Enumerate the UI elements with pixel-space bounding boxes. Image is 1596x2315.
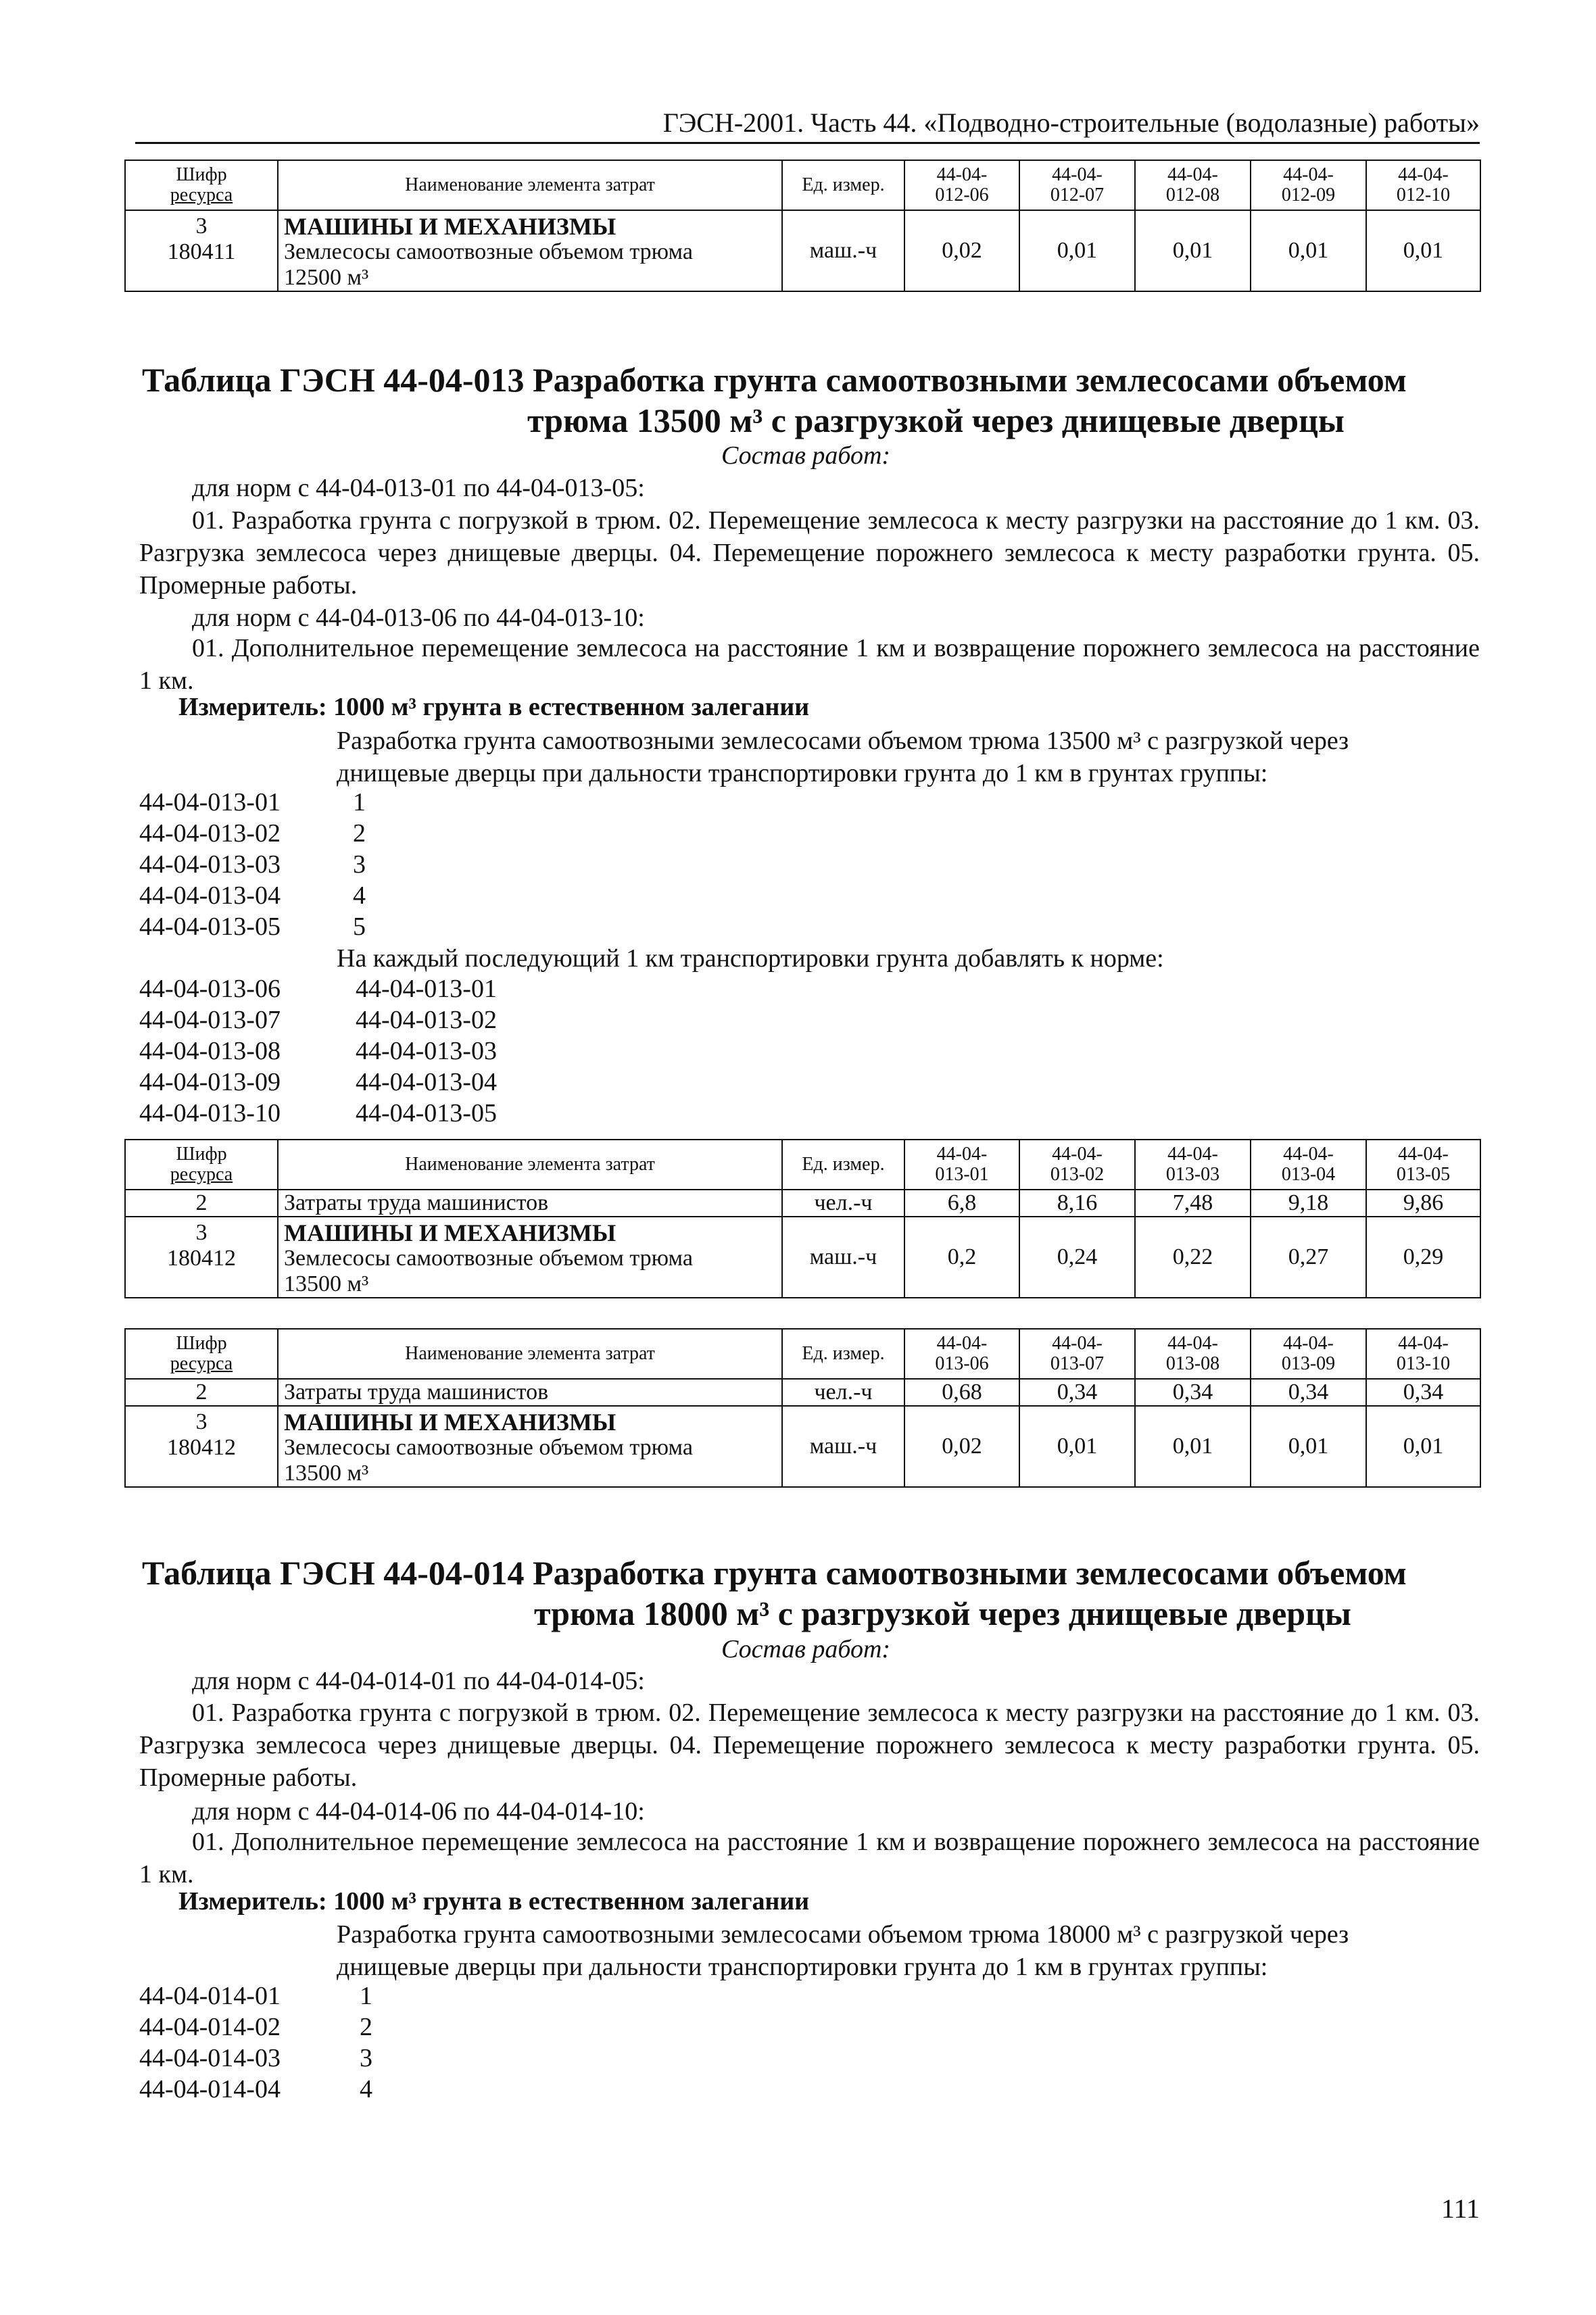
row-value: 0,27 [1251,1217,1366,1298]
norm-range-1: для норм с 44-04-014-01 по 44-04-014-05: [192,1667,645,1695]
header-col: 44-04- 013-01 [904,1140,1019,1190]
row-unit: чел.-ч [782,1190,904,1217]
row-code: 3 180412 [125,1406,278,1487]
row-name: Затраты труда машинистов [278,1190,782,1217]
work-text-2: 01. Дополнительное перемещение землесоса на расстояние 1 км и возвращение порожнего землесоса на расстояние 1 км. [139,1828,1480,1888]
row-value: 0,34 [1135,1379,1251,1406]
list-item: 44-04-014-01 1 [139,1982,372,2010]
list-item: 44-04-013-01 1 [139,788,366,817]
list-item: 44-04-013-05 5 [139,912,366,941]
row-code: 3 180412 [125,1217,278,1298]
work-composition-label: Состав работ: [721,1635,891,1663]
measure-unit: Измеритель: 1000 м³ грунта в естественном залегании [178,1887,810,1916]
add-note: На каждый последующий 1 км транспортировки грунта добавлять к норме: [337,944,1164,973]
row-code: 2 [125,1379,278,1406]
list-item: 44-04-014-02 2 [139,2013,372,2041]
row-unit: маш.-ч [782,1406,904,1487]
list-item: 44-04-014-04 4 [139,2075,372,2103]
list-item: 44-04-013-10 44-04-013-05 [139,1099,497,1127]
row-value: 6,8 [904,1190,1019,1217]
work-composition-label: Состав работ: [721,441,891,470]
table-header-row [125,160,1480,210]
table-row [125,1406,1480,1487]
norm-table-012-cont [124,160,1481,292]
list-item: 44-04-013-08 44-04-013-03 [139,1037,497,1065]
header-unit: Ед. измер. [782,1329,904,1379]
description: Разработка грунта самоотвозными землесосами объемом трюма 18000 м³ с разгрузкой через днищевые дверцы при дальности транспортировки грунта до 1 км в грунтах группы: [337,1920,1349,1981]
list-item: 44-04-013-03 3 [139,850,366,879]
header-col: 44-04- 012-07 [1019,160,1135,210]
header-col: 44-04- 013-08 [1135,1329,1251,1379]
row-value: 0,01 [1019,210,1135,291]
row-value: 0,34 [1019,1379,1135,1406]
row-unit: чел.-ч [782,1379,904,1406]
row-unit: маш.-ч [782,1217,904,1298]
row-value: 7,48 [1135,1190,1251,1217]
description: Разработка грунта самоотвозными землесосами объемом трюма 13500 м³ с разгрузкой через днищевые дверцы при дальности транспортировки грунта до 1 км в грунтах группы: [337,727,1349,787]
header-rule [135,142,1480,144]
header-col: 44-04- 013-03 [1135,1140,1251,1190]
header-unit: Ед. измер. [782,1140,904,1190]
row-unit: маш.-ч [782,210,904,291]
list-item: 44-04-013-04 4 [139,881,366,910]
row-name: МАШИНЫ И МЕХАНИЗМЫ Землесосы самоотвозные объемом трюма 13500 м³ [278,1217,782,1298]
table-header-row [125,1329,1480,1379]
row-name: МАШИНЫ И МЕХАНИЗМЫ Землесосы самоотвозные объемом трюма 12500 м³ [278,210,782,291]
header-col: 44-04- 013-02 [1019,1140,1135,1190]
list-item: 44-04-013-09 44-04-013-04 [139,1068,497,1096]
page-number: 111 [1441,2193,1480,2224]
measure-unit: Измеритель: 1000 м³ грунта в естественном залегании [178,693,810,721]
add-list-013 [139,973,497,1129]
header-col: 44-04- 012-10 [1366,160,1480,210]
table-row [125,1217,1480,1298]
row-value: 9,18 [1251,1190,1366,1217]
section-title-013: Таблица ГЭСН 44-04-013 Разработка грунта самоотвозными землесосами объемом трюма 13500 м³ с разгрузкой через днищевые дверцы [142,361,1407,439]
row-value: 0,01 [1366,210,1480,291]
row-value: 0,01 [1135,1406,1251,1487]
list-item: 44-04-013-02 2 [139,819,366,848]
row-value: 0,01 [1251,1406,1366,1487]
header-name: Наименование элемента затрат [278,160,782,210]
row-code: 2 [125,1190,278,1217]
row-value: 0,02 [904,210,1019,291]
norm-table-013-b [124,1328,1481,1488]
header-col: 44-04- 013-05 [1366,1140,1480,1190]
row-value: 0,01 [1019,1406,1135,1487]
norm-range-1: для норм с 44-04-013-01 по 44-04-013-05: [192,474,645,502]
header-col: 44-04- 013-09 [1251,1329,1366,1379]
section-title-014: Таблица ГЭСН 44-04-014 Разработка грунта самоотвозными землесосами объемом трюма 18000 м³ с разгрузкой через днищевые дверцы [142,1554,1407,1632]
row-value: 0,01 [1251,210,1366,291]
header-unit: Ед. измер. [782,160,904,210]
row-value: 8,16 [1019,1190,1135,1217]
row-value: 0,01 [1135,210,1251,291]
header-cipher: Шифр ресурса [125,1329,278,1379]
table-row [125,1379,1480,1406]
table-row [125,210,1480,291]
table-row [125,1190,1480,1217]
group-list-014 [139,1980,372,2105]
row-code: 3 180411 [125,210,278,291]
row-value: 0,34 [1251,1379,1366,1406]
header-col: 44-04- 012-06 [904,160,1019,210]
row-value: 0,2 [904,1217,1019,1298]
header-name: Наименование элемента затрат [278,1329,782,1379]
header-cipher: Шифр ресурса [125,1140,278,1190]
row-value: 0,24 [1019,1217,1135,1298]
header-cipher: Шифр ресурса [125,160,278,210]
header-col: 44-04- 012-08 [1135,160,1251,210]
list-item: 44-04-014-03 3 [139,2044,372,2072]
row-value: 0,29 [1366,1217,1480,1298]
norm-table-013-a [124,1139,1481,1298]
list-item: 44-04-013-07 44-04-013-02 [139,1006,497,1034]
row-name: Затраты труда машинистов [278,1379,782,1406]
norm-range-2: для норм с 44-04-014-06 по 44-04-014-10: [192,1797,645,1826]
work-text-1: 01. Разработка грунта с погрузкой в трюм. 02. Перемещение землесоса к месту разгрузки на расстояние до 1 км. 03. Разгрузка землесоса через днищевые дверцы. 04. Перемещение порожнего землесоса к месту разработки грунта. 05. Промерные работы. [139,1699,1480,1792]
list-item: 44-04-013-06 44-04-013-01 [139,975,497,1003]
running-header: ГЭСН-2001. Часть 44. «Подводно-строительные (водолазные) работы» [662,107,1480,138]
row-name: МАШИНЫ И МЕХАНИЗМЫ Землесосы самоотвозные объемом трюма 13500 м³ [278,1406,782,1487]
header-col: 44-04- 012-09 [1251,160,1366,210]
table-header-row [125,1140,1480,1190]
row-value: 0,68 [904,1379,1019,1406]
row-value: 0,02 [904,1406,1019,1487]
norm-range-2: для норм с 44-04-013-06 по 44-04-013-10: [192,604,645,632]
row-value: 0,22 [1135,1217,1251,1298]
header-col: 44-04- 013-06 [904,1329,1019,1379]
group-list-013 [139,787,366,942]
header-name: Наименование элемента затрат [278,1140,782,1190]
row-value: 0,34 [1366,1379,1480,1406]
row-value: 9,86 [1366,1190,1480,1217]
header-col: 44-04- 013-04 [1251,1140,1366,1190]
work-text-1: 01. Разработка грунта с погрузкой в трюм. 02. Перемещение землесоса к месту разгрузки на расстояние до 1 км. 03. Разгрузка землесоса через днищевые дверцы. 04. Перемещение порожнего землесоса к месту разработки грунта. 05. Промерные работы. [139,506,1480,600]
header-col: 44-04- 013-10 [1366,1329,1480,1379]
header-col: 44-04- 013-07 [1019,1329,1135,1379]
row-value: 0,01 [1366,1406,1480,1487]
work-text-2: 01. Дополнительное перемещение землесоса на расстояние 1 км и возвращение порожнего землесоса на расстояние 1 км. [139,634,1480,695]
